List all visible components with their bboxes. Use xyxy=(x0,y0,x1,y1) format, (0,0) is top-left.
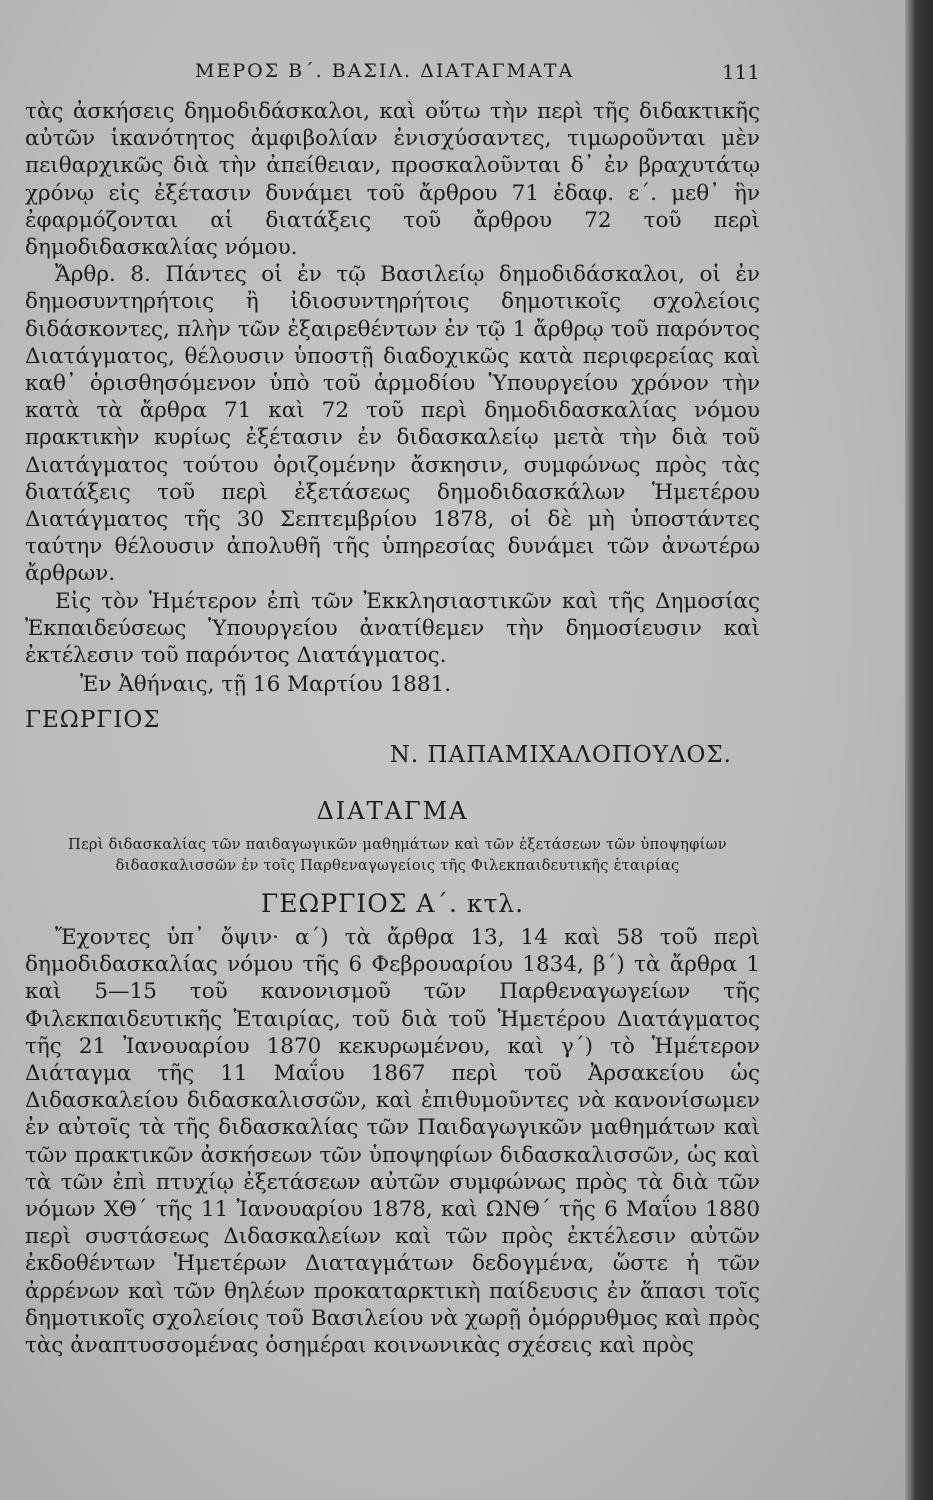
decree-subtitle xyxy=(25,835,770,877)
page-number: 111 xyxy=(721,60,760,84)
decree-subtitle-line-2: διδασκαλισσῶν ἐν τοῖς Παρθεναγωγείοις τῆς Φιλεκπαιδευτικῆς ἑταιρίας xyxy=(115,858,680,874)
paragraph-article-8: Ἄρθρ. 8. Πάντες οἱ ἐν τῷ Βασιλείῳ δημοδιδάσκαλοι, οἱ ἐν δημοσυντηρήτοις ἢ ἰδιοσυντηρήτοις δημοτικοῖς σχολείοις διδάσκοντες, πλὴν τῶν ἐξαιρεθέντων ἐν τῷ 1 ἄρθρῳ τοῦ παρόντος Διατάγματος, θέλουσιν ὑποστῇ διαδοχικῶς κατὰ περιφερείας καὶ καθ᾽ ὁρισθησόμενον ὑπὸ τοῦ ἁρμοδίου Ὑπουργείου χρόνον τὴν κατὰ τὰ ἄρθρα 71 καὶ 72 τοῦ περὶ δημοδιδασκαλίας νόμου πρακτικὴν κυρίως ἐξέτασιν ἐν διδασκαλείῳ μετὰ τὴν διὰ τοῦ Διατάγματος τούτου ὁριζομένην ἄσκησιν, συμφώνως πρὸς τὰς διατάξεις τοῦ περὶ ἐξετάσεως δημοδιδασκάλων Ἡμετέρου Διατάγματος τῆς 30 Σεπτεμβρίου 1878, οἱ δὲ μὴ ὑποστάντες ταύτην θέλουσιν ἀπολυθῆ τῆς ὑπηρεσίας δυνάμει τῶν ἀνωτέρω ἄρθρων. xyxy=(25,262,760,587)
decree-subtitle-line-1: Περὶ διδασκαλίας τῶν παιδαγωγικῶν μαθημάτων καὶ τῶν ἐξετάσεων τῶν ὑποψηφίων xyxy=(68,837,727,853)
paragraph-publication: Εἰς τὸν Ἡμέτερον ἐπὶ τῶν Ἐκκλησιαστικῶν καὶ τῆς Δημοσίας Ἐκπαιδεύσεως Ὑπουργείου ἀνατίθεμεν τὴν δημοσίευσιν καὶ ἐκτέλεσιν τοῦ παρόντος Διατάγματος. xyxy=(25,588,760,669)
paragraph-continued: τὰς ἀσκήσεις δημοδιδάσκαλοι, καὶ οὕτω τὴν περὶ τῆς διδακτικῆς αὐτῶν ἱκανότητος ἀμφιβολίαν ἐνισχύσαντες, τιμωροῦνται μὲν πειθαρχικῶς διὰ τὴν ἀπείθειαν, προσκαλοῦνται δ᾽ ἐν βραχυτάτῳ χρόνῳ εἰς ἐξέτασιν δυνάμει τοῦ ἄρθρου 71 ἐδαφ. ε΄. μεθ᾽ ἣν ἐφαρμόζονται αἱ διατάξεις τοῦ ἄρθρου 72 τοῦ περὶ δημοδιδασκαλίας νόμου. xyxy=(25,99,760,261)
decree-preamble: Ἔχοντες ὑπ᾽ ὄψιν· α΄) τὰ ἄρθρα 13, 14 καὶ 58 τοῦ περὶ δημοδιδασκαλίας νόμου τῆς 6 Φεβρουαρίου 1834, β΄) τὰ ἄρθρα 1 καὶ 5—15 τοῦ κανονισμοῦ τῶν Παρθεναγωγείων τῆς Φιλεκπαιδευτικῆς Ἑταιρίας, τοῦ διὰ τοῦ Ἡμετέρου Διατάγματος τῆς 21 Ἰανουαρίου 1870 κεκυρωμένου, καὶ γ΄) τὸ Ἡμέτερον Διάταγμα τῆς 11 Μαΐου 1867 περὶ τοῦ Ἀρσακείου ὡς Διδασκαλείου διδασκαλισσῶν, καὶ ἐπιθυμοῦντες νὰ κανονίσωμεν ἐν αὐτοῖς τὰ τῆς διδασκαλίας τῶν Παιδαγωγικῶν μαθημάτων καὶ τῶν πρακτικῶν ἀσκήσεων τῶν ὑποψηφίων διδασκαλισσῶν, ὡς καὶ τὰ τῶν ἐπὶ πτυχίῳ ἐξετάσεων αὐτῶν συμφώνως πρὸς τὰ διὰ τῶν νόμων ΧΘ΄ τῆς 11 Ἰανουαρίου 1878, καὶ ΩΝΘ΄ τῆς 6 Μαΐου 1880 περὶ συστάσεως Διδασκαλείων καὶ τῶν πρὸς ἐκτέλεσιν αὐτῶν ἐκδοθέντων Ἡμετέρων Διαταγμάτων δεδογμένα, ὥστε ἡ τῶν ἀρρένων καὶ τῶν θηλέων προκαταρκτικὴ παίδευσις ἐν ἅπασι τοῖς δημοτικοῖς σχολείοις τοῦ Βασιλείου νὰ χωρῇ ὁμόρρυθμος καὶ πρὸς τὰς ἀναπτυσσομένας ὁσημέραι κοινωνικὰς σχέσεις καὶ πρὸς xyxy=(25,925,760,1359)
minister-signature: Ν. ΠΑΠΑΜΙΧΑΛΟΠΟΥΛΟΣ. xyxy=(389,742,732,768)
decree-date: Ἐν Ἀθήναις, τῇ 16 Μαρτίου 1881. xyxy=(80,672,452,697)
article-text xyxy=(25,98,760,669)
running-title: ΜΕΡΟΣ Β΄. ΒΑΣΙΛ. ΔΙΑΤΑΓΜΑΤΑ xyxy=(195,60,575,82)
decree-text xyxy=(25,924,760,1359)
king-heading: ΓΕΩΡΓΙΟΣ Α΄. κτλ. xyxy=(260,889,525,918)
king-signature: ΓΕΩΡΓΙΟΣ xyxy=(25,707,161,733)
book-gutter-shadow xyxy=(905,0,933,1500)
decree-title: ΔΙΑΤΑΓΜΑ xyxy=(316,797,469,825)
page-header xyxy=(25,60,760,90)
